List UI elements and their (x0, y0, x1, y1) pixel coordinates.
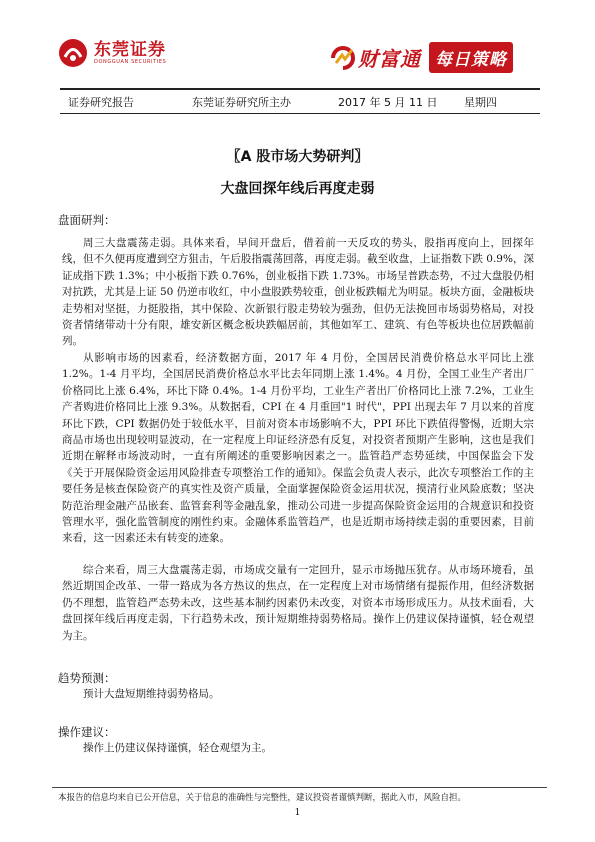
review-paragraph-3: 综合来看，周三大盘震荡走弱，市场成交量有一定回升，显示市场抛压犹存。从市场环境看，虽然近期国企改革、一带一路成为各方热议的焦点，在一定程度上对市场情绪有提振作用，但经济数据仍不理想，监管趋严态势未改，这些基本制约因素仍未改变，对资本市场形成压力。从技术面看，大盘回探年线后再度走弱，下行趋势未改，预计短期维持弱势格局。操作上仍建议保持谨慎，轻仓观望为主。 (62, 564, 534, 642)
document-title: 〖A 股市场大势研判〗 (226, 149, 369, 165)
page-number: 1 (294, 808, 301, 818)
brand-name: 财富通 (358, 47, 421, 71)
section-heading-trend: 趋势预测： (58, 671, 116, 685)
review-paragraph-2: 从影响市场的因素看，经济数据方面，2017 年 4 月份，全国居民消费价格总水平同比上涨 1.2%。1-4 月平均，全国居民消费价格总水平比去年同期上涨 1.4%。4 月份，全国工业生产者出厂价格同比上涨 6.4%，环比下降 0.4%。1-4 月份平均，工业生产者出厂价格同比上涨 7.2%，工业生产者购进价格同比上涨 9.3%。从数据看，CPI 在 4 月重回"1 时代"，PPI 出现去年 7 月以来的首度环比下跌，CPI 数据仍处于较低水平，目前对资本市场影响不大，PPI 环比下跌值得警惕，近期大宗商品市场也出现较明显波动，在一定程度上印证经济恐有反复，对投资者预期产生影响，这也是我们近期在解释市场波动时，一直有所阐述的重要影响因素之一。监管趋严态势延续，中国保监会下发《关于开展保险资金运用风险排查专项整治工作的通知》。保监会负责人表示，此次专项整治工作的主要任务是核查保险资产的真实性及资产质量，全面掌握保险资金运用状况，摸清行业风险底数；坚决防范治理金融产品嵌套、监管套利等金融乱象，推动公司进一步提高保险资金运用的合规意识和投资管理水平，强化监管制度的刚性约束。金融体系监管趋严，也是近期市场持续走弱的重要因素，目前来看，这一因素还未有转变的迹象。 (62, 352, 534, 545)
document-subtitle: 大盘回探年线后再度走弱 (220, 181, 375, 197)
product-brand (330, 42, 513, 73)
brand-swoosh-icon (330, 45, 356, 71)
report-date: 2017 年 5 月 11 日 (338, 96, 438, 109)
report-type: 证券研究报告 (68, 96, 134, 109)
company-name-en: DONGGUAN SECURITIES (94, 59, 167, 65)
footer-divider (52, 787, 547, 788)
company-name: 东莞证券 (94, 40, 166, 60)
trend-text: 预计大盘短期维持弱势格局。 (83, 688, 220, 700)
section-heading-advice: 操作建议： (58, 725, 116, 739)
company-logo (58, 38, 166, 68)
report-weekday: 星期四 (464, 96, 497, 109)
advice-text: 操作上仍建议保持谨慎，轻仓观望为主。 (83, 742, 272, 754)
disclaimer: 本报告的信息均来自已公开信息，关于信息的准确性与完整性，建议投资者谨慎判断，据此入市，风险自担。 (58, 793, 467, 803)
section-heading-review: 盘面研判： (58, 213, 116, 227)
header-divider-bottom (60, 113, 540, 114)
review-paragraph-1: 周三大盘震荡走弱。具体来看，早间开盘后，借着前一天反攻的势头，股指再度向上，回探年线，但不久便再度遭到空方狙击，午后股指震荡回落，再度走弱。截至收盘，上证指数下跌 0.9%，深证成指下跌 1.3%；中小板指下跌 0.76%，创业板指下跌 1.73%。市场呈普跌态势，不过大盘股仍相对抗跌，尤其是上证 50 仍逆市收红，中小盘股跌势较重，创业板跌幅尤为明显。板块方面，金融板块走势相对坚挺，力挺股指，其中保险、次新银行股走势较为强劲，但仍无法挽回市场弱势格局，对投资者情绪带动十分有限，雄安新区概念板块跌幅居前，其他如军工、建筑、有色等板块也位居跌幅前列。 (62, 237, 534, 348)
brand-tag: 每日策略 (429, 42, 513, 73)
institute: 东莞证券研究所主办 (192, 96, 291, 109)
report-header (0, 30, 595, 90)
report-meta-bar (60, 92, 540, 110)
header-divider-top (60, 88, 540, 90)
company-logo-icon (58, 38, 88, 68)
